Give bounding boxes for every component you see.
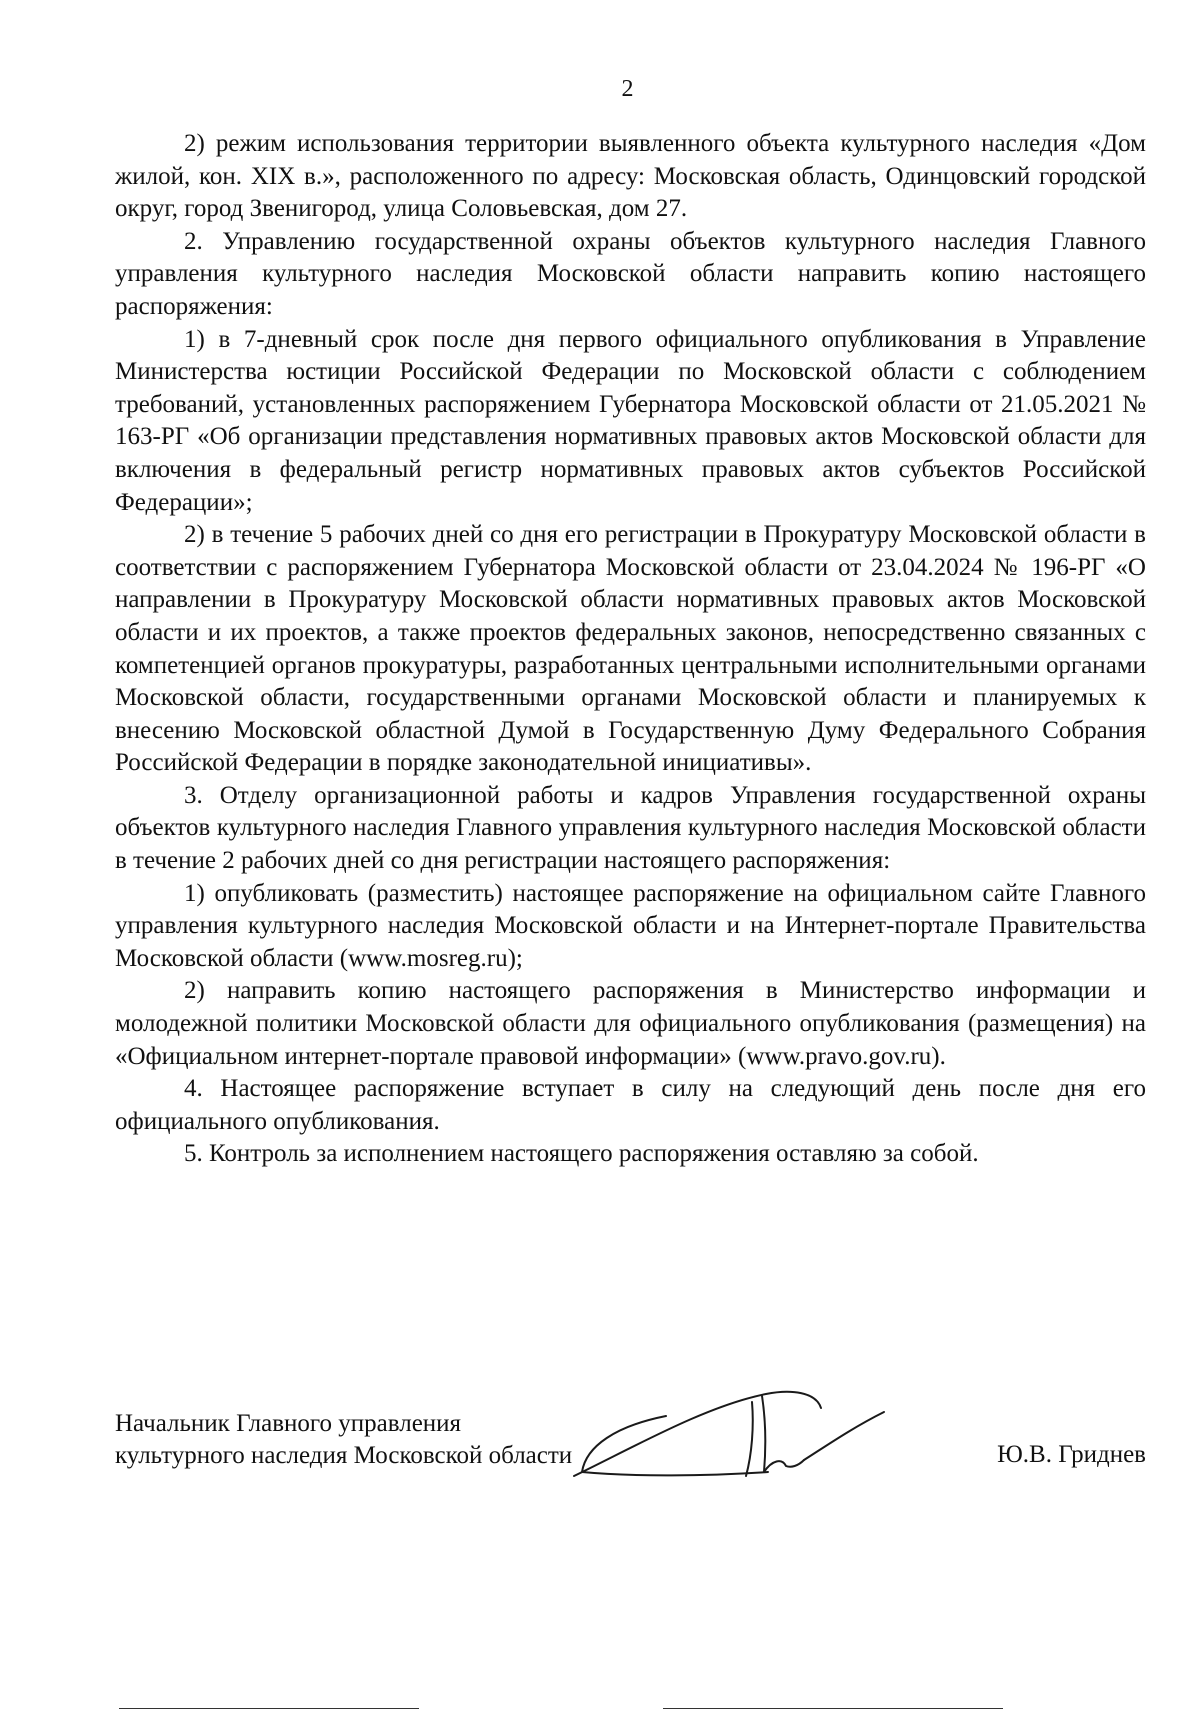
page-number: 2 <box>621 76 634 102</box>
paragraph-section-4: 4. Настоящее распоряжение вступает в силу на следующий день после дня его официального опубликования. <box>115 1075 1146 1135</box>
document-body <box>115 128 1146 1171</box>
signatory-name: Ю.В. Гриднев <box>997 1441 1146 1468</box>
signatory-position-line-2: культурного наследия Московской области <box>115 1442 573 1469</box>
paragraph-section-3: 3. Отделу организационной работы и кадров Управления государственной охраны объектов культурного наследия Главного управления культурного наследия Московской области в течение 2 рабочих дней со дня регистрации настоящего распоряжения: <box>115 781 1146 875</box>
paragraph-section-2-item-2: 2) в течение 5 рабочих дней со дня его регистрации в Прокуратуру Московской области в соответствии с распоряжением Губернатора Московской области от 23.04.2024 № 196-РГ «О направлении в Прокуратуру Московской области нормативных правовых актов Московской области и их проектов, а также проектов федеральных законов, непосредственно связанных с компетенцией органов прокуратуры, разработанных центральными исполнительными органами Московской области, государственными органами Московской области и планируемых к внесению Московской областной Думой в Государственную Думу Федерального Собрания Российской Федерации в порядке законодательной инициативы». <box>115 521 1146 777</box>
signatory-position <box>115 1408 572 1472</box>
signatory-position-line-1: Начальник Главного управления <box>115 1410 462 1437</box>
paragraph-section-5: 5. Контроль за исполнением настоящего распоряжения оставляю за собой. <box>184 1140 979 1168</box>
paragraph-section-2-item-1: 1) в 7-дневный срок после дня первого официального опубликования в Управление Министерства юстиции Российской Федерации по Московской области с соблюдением требований, установленных распоряжением Губернатора Московской области от 21.05.2021 № 163-РГ «Об организации представления нормативных правовых актов Московской области для включения в федеральный регистр нормативных правовых актов субъектов Российской Федерации»; <box>115 325 1146 516</box>
handwritten-signature <box>516 1376 940 1488</box>
paragraph-section-2: 2. Управлению государственной охраны объектов культурного наследия Главного управления культурного наследия Московской области направить копию настоящего распоряжения: <box>115 227 1146 320</box>
paragraph-item-2-regime: 2) режим использования территории выявленного объекта культурного наследия «Дом жилой, кон. XIX в.», расположенного по адресу: Московская область, Одинцовский городской округ, город Звенигород, улица Соловьевская, дом 27. <box>115 130 1146 223</box>
footer-line-right <box>663 1708 1003 1709</box>
footer-line-left <box>119 1708 419 1709</box>
paragraph-section-3-item-1: 1) опубликовать (разместить) настоящее распоряжение на официальном сайте Главного управления культурного наследия Московской области и на Интернет-портале Правительства Московской области (www.mosreg.ru); <box>115 879 1146 972</box>
paragraph-section-3-item-2: 2) направить копию настоящего распоряжения в Министерство информации и молодежной политики Московской области для официального опубликования (размещения) на «Официальном интернет-портале правовой информации» (www.pravo.gov.ru). <box>115 977 1146 1070</box>
